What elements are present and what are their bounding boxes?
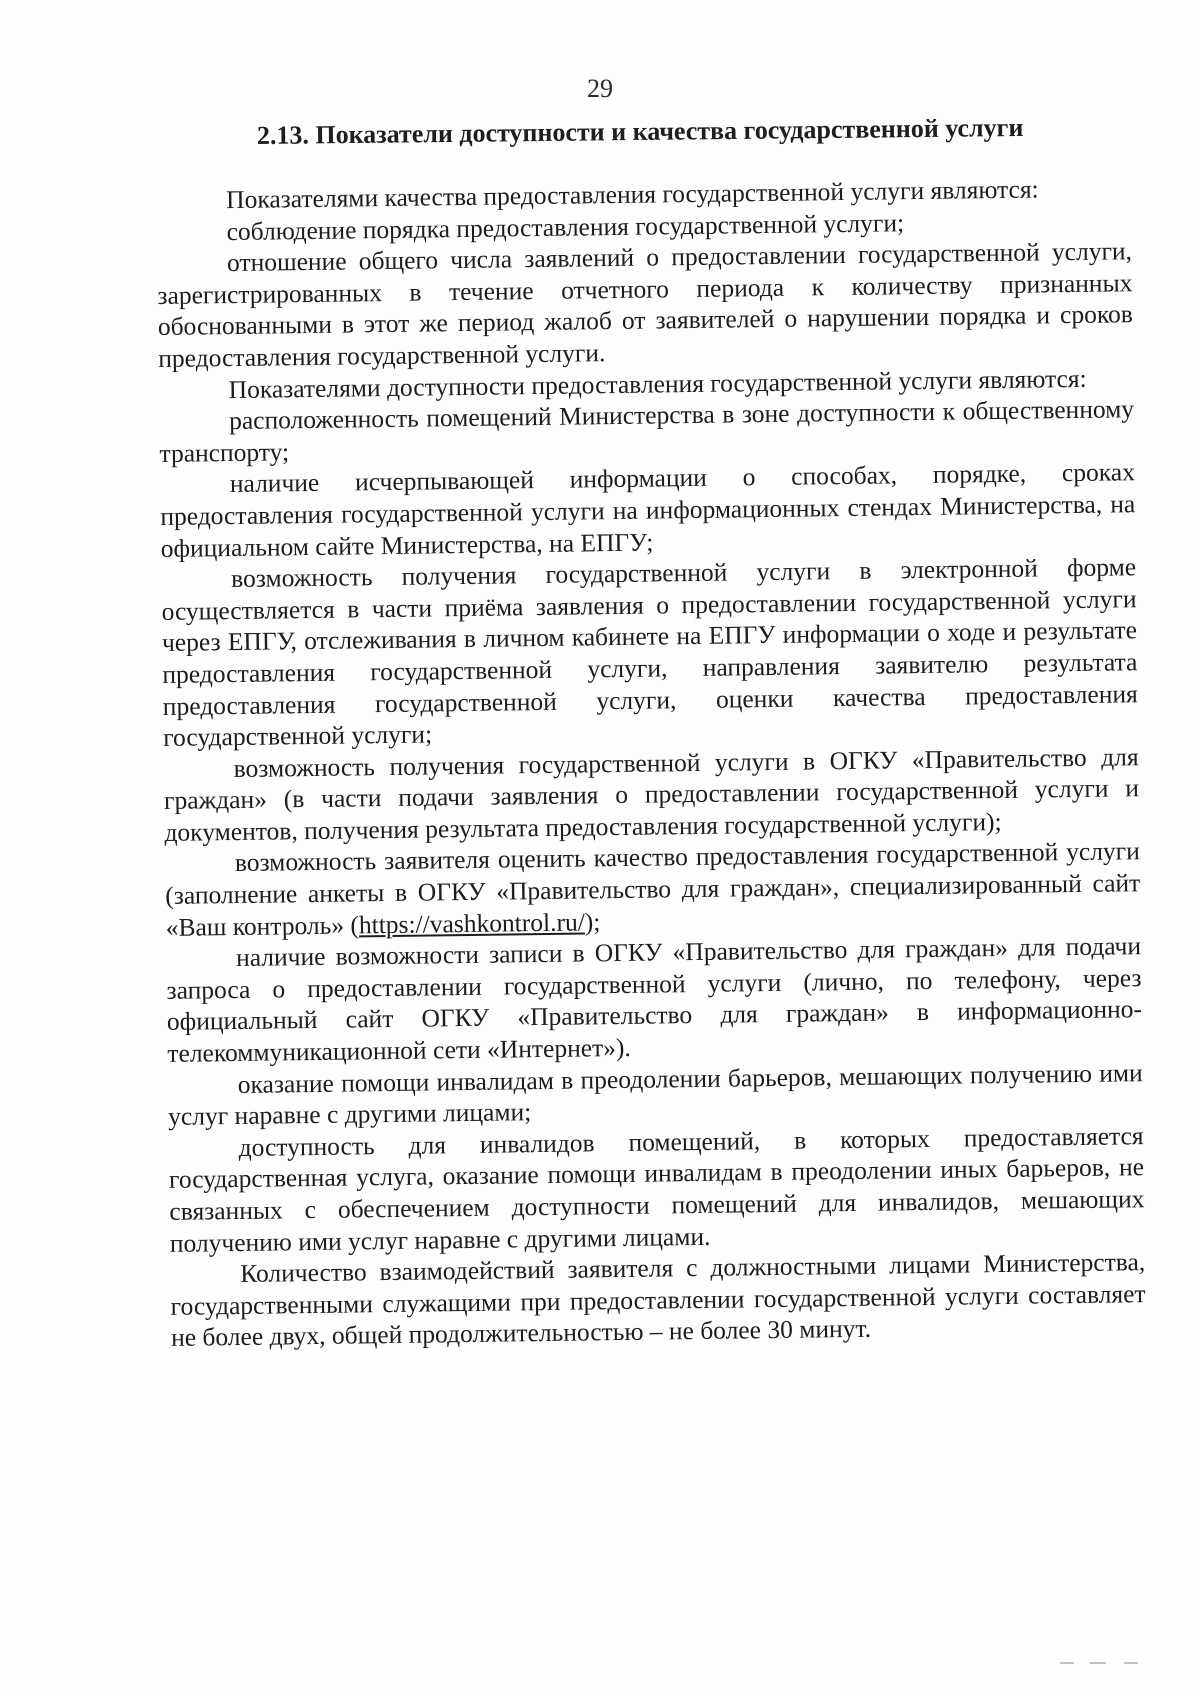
scan-artifact bbox=[1090, 1662, 1106, 1664]
paragraph: оказание помощи инвалидам в преодолении барьеров, мешающих получению ими услуг наравне с другими лицами; bbox=[168, 1057, 1143, 1132]
paragraph: наличие исчерпывающей информации о способах, порядке, сроках предоставления государственной услуги на информационных стендах Министерства, на официальном сайте Министерства, на ЕПГУ; bbox=[160, 457, 1136, 563]
scan-artifact bbox=[1060, 1662, 1074, 1664]
page-number: 29 bbox=[587, 74, 613, 103]
paragraph-text: возможность заявителя оценить качество предоставления государственной услуги (заполнение анкеты в ОГКУ «Правительство для граждан», специализированный сайт «Ваш контроль» ( bbox=[165, 836, 1141, 942]
paragraph: Количество взаимодействий заявителя с должностными лицами Министерства, государственными служащими при предоставлении государственной услуги составляет не более двух, общей продолжительностью – не более 30 минут. bbox=[170, 1247, 1146, 1353]
paragraph: Показателями качества предоставления государственной услуги являются: bbox=[226, 174, 1039, 215]
paragraph: возможность получения государственной услуги в электронной форме осуществляется в части приёма заявления о предоставлении государственной услуги через ЕПГУ, отслеживания в личном кабинете на ЕПГУ информации о ходе и результате предоставления государственной услуги, направления заявителю результата предоставления государственной услуги, оценки качества предоставления государственной услуги; bbox=[161, 552, 1138, 753]
paragraph: возможность получения государственной услуги в ОГКУ «Правительство для граждан» (в части подачи заявления о предоставлении государственной услуги и документов, получения результата предоставления государственной услуги); bbox=[163, 741, 1140, 847]
paragraph: наличие возможности записи в ОГКУ «Правительство для граждан» для подачи запроса о предоставлении государственной услуги (лично, по телефону, через официальный сайт ОГКУ «Правительство для граждан» в информационно-телекоммуникационной сети «Интернет»). bbox=[166, 931, 1143, 1068]
paragraph-text: ); bbox=[584, 906, 601, 937]
paragraph: соблюдение порядка предоставления государственной услуги; bbox=[226, 207, 905, 246]
paragraph-with-link bbox=[165, 836, 1141, 944]
paragraph: доступность для инвалидов помещений, в которых предоставляется государственная услуга, оказание помощи инвалидам в преодолении иных барьеров, не связанных с обеспечением доступности помещений для инвалидов, мешающих получению ими услуг наравне с другими лицами. bbox=[168, 1120, 1145, 1258]
paragraph: Показателями доступности предоставления государственной услуги являются: bbox=[228, 363, 1087, 404]
paragraph: отношение общего числа заявлений о предоставлении государственной услуги, зарегистрированных в течение отчетного периода к количеству признанных обоснованными в этот же период жалоб от заявителей о нарушении порядка и сроков предоставления государственной услуги. bbox=[157, 236, 1133, 373]
paragraph: расположенность помещений Министерства в зоне доступности к общественному транспорту; bbox=[159, 394, 1135, 468]
document-body bbox=[156, 172, 1146, 1354]
vashkontrol-link[interactable]: https://vashkontrol.ru/ bbox=[358, 907, 585, 940]
section-title: 2.13. Показатели доступности и качества государственной услуги bbox=[256, 112, 1024, 150]
scan-artifact bbox=[1124, 1662, 1138, 1664]
